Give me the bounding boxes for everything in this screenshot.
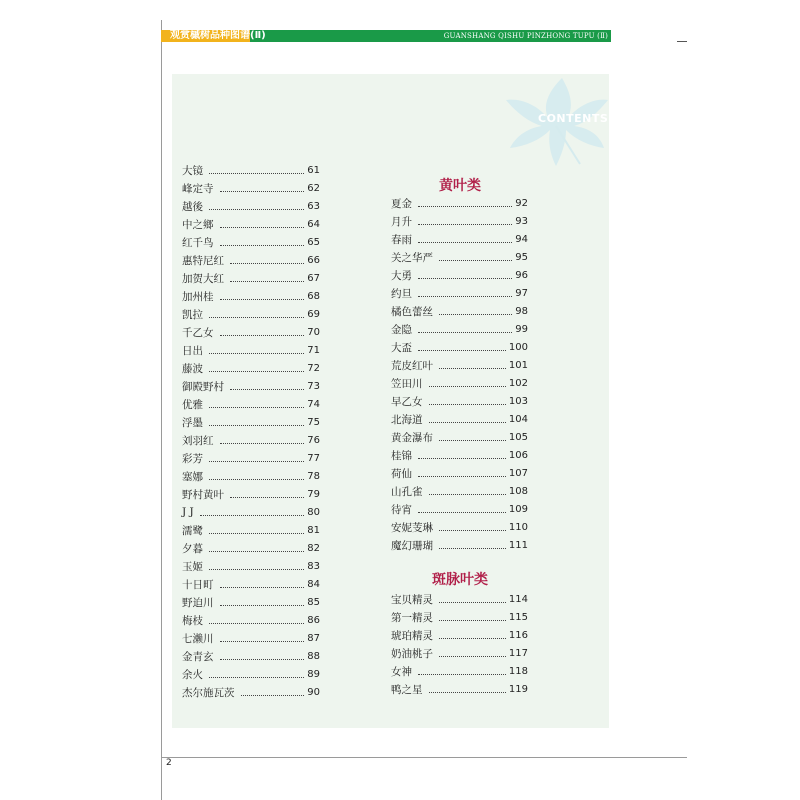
toc-entry-page: 72 bbox=[307, 362, 320, 374]
toc-entry-page: 88 bbox=[307, 650, 320, 662]
toc-entry-page: 118 bbox=[508, 665, 528, 677]
toc-entry-page: 84 bbox=[307, 578, 320, 590]
toc-entry[interactable] bbox=[391, 626, 528, 644]
toc-entry-page: 99 bbox=[515, 323, 528, 335]
toc-entry[interactable] bbox=[391, 284, 528, 302]
toc-entry-page: 111 bbox=[508, 539, 528, 551]
toc-entry[interactable] bbox=[182, 341, 320, 359]
toc-entry-name: 野迫川 bbox=[182, 596, 214, 609]
toc-entry[interactable] bbox=[182, 431, 320, 449]
toc-leader-dots bbox=[220, 220, 305, 228]
toc-leader-dots bbox=[429, 379, 506, 387]
toc-leader-dots bbox=[209, 454, 304, 462]
toc-leader-dots bbox=[209, 202, 304, 210]
toc-entry[interactable] bbox=[391, 428, 528, 446]
toc-leader-dots bbox=[209, 544, 304, 552]
toc-entry-name: 十日町 bbox=[182, 578, 214, 591]
toc-leader-dots bbox=[439, 523, 506, 531]
toc-leader-dots bbox=[209, 526, 304, 534]
toc-entry[interactable] bbox=[182, 287, 320, 305]
toc-entry-name: 魔幻珊瑚 bbox=[391, 539, 433, 552]
toc-entry-name: 大盃 bbox=[391, 341, 412, 354]
toc-leader-dots bbox=[209, 472, 304, 480]
toc-entry-name: 御殿野村 bbox=[182, 380, 224, 393]
toc-entry-name: 杰尔施瓦茨 bbox=[182, 686, 235, 699]
toc-entry-page: 81 bbox=[307, 524, 320, 536]
toc-entry[interactable] bbox=[391, 608, 528, 626]
toc-entry-name: 塞娜 bbox=[182, 470, 203, 483]
toc-entry-page: 114 bbox=[508, 593, 528, 605]
toc-entry[interactable] bbox=[391, 266, 528, 284]
toc-entry-page: 82 bbox=[307, 542, 320, 554]
toc-leader-dots bbox=[429, 487, 506, 495]
toc-entry-name: 野村黄叶 bbox=[182, 488, 224, 501]
toc-entry-page: 70 bbox=[307, 326, 320, 338]
toc-entry-name: 春雨 bbox=[391, 233, 412, 246]
toc-entry-page: 78 bbox=[307, 470, 320, 482]
toc-leader-dots bbox=[209, 562, 304, 570]
toc-leader-dots bbox=[220, 184, 305, 192]
section-title-variegated: 斑脉叶类 bbox=[432, 572, 488, 588]
toc-leader-dots bbox=[209, 346, 304, 354]
toc-entry-name: 大镜 bbox=[182, 164, 203, 177]
toc-leader-dots bbox=[439, 649, 506, 657]
toc-entry[interactable] bbox=[391, 446, 528, 464]
toc-entry-page: 89 bbox=[307, 668, 320, 680]
toc-entry-page: 106 bbox=[508, 449, 528, 461]
toc-leader-dots bbox=[209, 310, 304, 318]
toc-entry-name: 千乙女 bbox=[182, 326, 214, 339]
toc-entry-name: 桂锦 bbox=[391, 449, 412, 462]
toc-entry[interactable] bbox=[182, 557, 320, 575]
toc-leader-dots bbox=[429, 397, 506, 405]
toc-entry-page: 68 bbox=[307, 290, 320, 302]
toc-entry-name: 宝贝精灵 bbox=[391, 593, 433, 606]
toc-entry-page: 92 bbox=[515, 197, 528, 209]
toc-entry-name: 中之鄉 bbox=[182, 218, 214, 231]
toc-entry[interactable] bbox=[182, 161, 320, 179]
toc-entry-name: 山孔雀 bbox=[391, 485, 423, 498]
toc-leader-dots bbox=[209, 400, 304, 408]
toc-leader-dots bbox=[209, 418, 304, 426]
toc-leader-dots bbox=[418, 451, 506, 459]
toc-entry[interactable] bbox=[182, 575, 320, 593]
toc-leader-dots bbox=[439, 307, 512, 315]
toc-entry-name: 红千鸟 bbox=[182, 236, 214, 249]
toc-entry-name: 安妮芰琳 bbox=[391, 521, 433, 534]
toc-entry-page: 76 bbox=[307, 434, 320, 446]
toc-entry-name: 金隐 bbox=[391, 323, 412, 336]
toc-leader-dots bbox=[429, 415, 506, 423]
toc-entry-page: 117 bbox=[508, 647, 528, 659]
toc-entry[interactable] bbox=[391, 518, 528, 536]
toc-leader-dots bbox=[220, 652, 305, 660]
toc-entry-page: 107 bbox=[508, 467, 528, 479]
toc-entry-page: 73 bbox=[307, 380, 320, 392]
toc-entry[interactable] bbox=[182, 449, 320, 467]
toc-entry-page: 67 bbox=[307, 272, 320, 284]
toc-entry-name: 荒皮红叶 bbox=[391, 359, 433, 372]
toc-entry-page: 103 bbox=[508, 395, 528, 407]
toc-entry-page: 63 bbox=[307, 200, 320, 212]
toc-leader-dots bbox=[220, 436, 305, 444]
toc-entry-name: 鸭之星 bbox=[391, 683, 423, 696]
toc-leader-dots bbox=[439, 613, 506, 621]
toc-leader-dots bbox=[439, 631, 506, 639]
toc-entry-name: 峰定寺 bbox=[182, 182, 214, 195]
toc-entry[interactable] bbox=[182, 323, 320, 341]
toc-leader-dots bbox=[418, 343, 506, 351]
toc-entry[interactable] bbox=[391, 590, 528, 608]
toc-entry-name: 夏金 bbox=[391, 197, 412, 210]
toc-entry-name: 濡鹭 bbox=[182, 524, 203, 537]
toc-entry-page: 74 bbox=[307, 398, 320, 410]
header-book-title: 观赏槭树品种图谱(Ⅱ) bbox=[170, 30, 266, 41]
toc-entry[interactable] bbox=[182, 197, 320, 215]
toc-entry-page: 86 bbox=[307, 614, 320, 626]
toc-entry-name: 彩芳 bbox=[182, 452, 203, 465]
toc-entry[interactable] bbox=[391, 248, 528, 266]
toc-leader-dots bbox=[418, 505, 506, 513]
toc-entry-page: 64 bbox=[307, 218, 320, 230]
toc-leader-dots bbox=[418, 235, 512, 243]
toc-entry-name: 凯拉 bbox=[182, 308, 203, 321]
toc-entry-name: 奶油桃子 bbox=[391, 647, 433, 660]
toc-leader-dots bbox=[241, 688, 305, 696]
toc-entry-page: 119 bbox=[508, 683, 528, 695]
toc-entry-name: 加州桂 bbox=[182, 290, 214, 303]
toc-leader-dots bbox=[418, 199, 512, 207]
toc-entry[interactable] bbox=[182, 467, 320, 485]
toc-entry[interactable] bbox=[182, 413, 320, 431]
toc-entry-name: 荷仙 bbox=[391, 467, 412, 480]
toc-entry-name: 梅枝 bbox=[182, 614, 203, 627]
toc-entry-name: 加贺大红 bbox=[182, 272, 224, 285]
toc-leader-dots bbox=[230, 256, 304, 264]
toc-entry[interactable] bbox=[182, 647, 320, 665]
toc-entry[interactable] bbox=[182, 269, 320, 287]
toc-entry[interactable] bbox=[391, 680, 528, 698]
toc-entry-name: 第一精灵 bbox=[391, 611, 433, 624]
toc-entry-page: 101 bbox=[508, 359, 528, 371]
page-margin-line bbox=[161, 20, 162, 800]
toc-entry[interactable] bbox=[182, 521, 320, 539]
toc-entry[interactable] bbox=[182, 377, 320, 395]
toc-entry-page: 100 bbox=[508, 341, 528, 353]
toc-entry-name: 日出 bbox=[182, 344, 203, 357]
toc-entry-name: 大勇 bbox=[391, 269, 412, 282]
toc-entry-page: 83 bbox=[307, 560, 320, 572]
toc-entry-page: 93 bbox=[515, 215, 528, 227]
toc-leader-dots bbox=[230, 274, 304, 282]
toc-entry-page: 116 bbox=[508, 629, 528, 641]
toc-leader-dots bbox=[220, 292, 305, 300]
toc-entry-name: 越後 bbox=[182, 200, 203, 213]
toc-entry[interactable] bbox=[391, 302, 528, 320]
toc-leader-dots bbox=[209, 364, 304, 372]
toc-entry[interactable] bbox=[182, 251, 320, 269]
toc-entry[interactable] bbox=[391, 230, 528, 248]
toc-leader-dots bbox=[220, 580, 305, 588]
toc-entry-name: 金青玄 bbox=[182, 650, 214, 663]
toc-entry-page: 85 bbox=[307, 596, 320, 608]
toc-entry[interactable] bbox=[391, 320, 528, 338]
toc-entry-page: 69 bbox=[307, 308, 320, 320]
toc-entry-name: 月升 bbox=[391, 215, 412, 228]
toc-leader-dots bbox=[230, 490, 304, 498]
toc-entry-name: 待宵 bbox=[391, 503, 412, 516]
toc-leader-dots bbox=[230, 382, 304, 390]
toc-entry-name: 刘羽红 bbox=[182, 434, 214, 447]
toc-entry[interactable] bbox=[391, 392, 528, 410]
toc-entry-name: 北海道 bbox=[391, 413, 423, 426]
toc-leader-dots bbox=[418, 667, 506, 675]
footer-line bbox=[161, 757, 687, 758]
toc-entry[interactable] bbox=[182, 539, 320, 557]
toc-entry-name: 藤波 bbox=[182, 362, 203, 375]
toc-entry[interactable] bbox=[182, 593, 320, 611]
toc-entry[interactable] bbox=[391, 500, 528, 518]
toc-entry-name: 关之华严 bbox=[391, 251, 433, 264]
toc-leader-dots bbox=[418, 325, 512, 333]
toc-entry[interactable] bbox=[182, 629, 320, 647]
page-number: 2 bbox=[166, 758, 172, 768]
toc-leader-dots bbox=[439, 433, 506, 441]
toc-leader-dots bbox=[439, 541, 506, 549]
toc-entry-name: 优雅 bbox=[182, 398, 203, 411]
toc-entry-page: 98 bbox=[515, 305, 528, 317]
toc-entry-page: 77 bbox=[307, 452, 320, 464]
toc-entry-name: 夕暮 bbox=[182, 542, 203, 555]
toc-leader-dots bbox=[220, 598, 305, 606]
toc-entry-page: 110 bbox=[508, 521, 528, 533]
toc-entry-page: 104 bbox=[508, 413, 528, 425]
toc-entry[interactable] bbox=[391, 464, 528, 482]
toc-leader-dots bbox=[220, 328, 305, 336]
toc-entry-page: 90 bbox=[307, 686, 320, 698]
toc-entry-page: 105 bbox=[508, 431, 528, 443]
toc-leader-dots bbox=[418, 271, 512, 279]
toc-entry-page: 102 bbox=[508, 377, 528, 389]
toc-leader-dots bbox=[209, 670, 304, 678]
toc-entry[interactable] bbox=[391, 644, 528, 662]
toc-entry-name: J J bbox=[182, 506, 194, 518]
toc-leader-dots bbox=[220, 238, 305, 246]
toc-entry-page: 109 bbox=[508, 503, 528, 515]
contents-list-red bbox=[182, 161, 320, 701]
toc-entry-page: 71 bbox=[307, 344, 320, 356]
toc-entry[interactable] bbox=[391, 374, 528, 392]
toc-entry-page: 80 bbox=[307, 506, 320, 518]
toc-leader-dots bbox=[220, 634, 305, 642]
toc-entry[interactable] bbox=[182, 611, 320, 629]
toc-entry[interactable] bbox=[391, 536, 528, 554]
toc-entry[interactable] bbox=[182, 215, 320, 233]
toc-entry[interactable] bbox=[182, 665, 320, 683]
contents-list-variegated bbox=[391, 590, 528, 698]
toc-entry-page: 94 bbox=[515, 233, 528, 245]
toc-entry[interactable] bbox=[182, 179, 320, 197]
toc-entry-name: 黄金瀑布 bbox=[391, 431, 433, 444]
toc-entry-page: 87 bbox=[307, 632, 320, 644]
toc-entry[interactable] bbox=[391, 410, 528, 428]
toc-leader-dots bbox=[418, 217, 512, 225]
toc-entry-page: 66 bbox=[307, 254, 320, 266]
toc-entry[interactable] bbox=[182, 485, 320, 503]
toc-leader-dots bbox=[209, 616, 304, 624]
toc-entry[interactable] bbox=[182, 305, 320, 323]
toc-entry-name: 浮墨 bbox=[182, 416, 203, 429]
toc-entry-page: 95 bbox=[515, 251, 528, 263]
toc-entry-name: 余火 bbox=[182, 668, 203, 681]
toc-leader-dots bbox=[209, 166, 304, 174]
toc-entry-page: 79 bbox=[307, 488, 320, 500]
toc-leader-dots bbox=[439, 595, 506, 603]
toc-entry-name: 早乙女 bbox=[391, 395, 423, 408]
toc-leader-dots bbox=[429, 685, 506, 693]
toc-entry-page: 96 bbox=[515, 269, 528, 281]
toc-leader-dots bbox=[439, 253, 512, 261]
toc-entry-page: 75 bbox=[307, 416, 320, 428]
toc-leader-dots bbox=[439, 361, 506, 369]
toc-entry-name: 约旦 bbox=[391, 287, 412, 300]
toc-entry-page: 108 bbox=[508, 485, 528, 497]
toc-entry-page: 97 bbox=[515, 287, 528, 299]
toc-entry[interactable] bbox=[182, 359, 320, 377]
toc-entry[interactable] bbox=[391, 662, 528, 680]
toc-leader-dots bbox=[418, 289, 512, 297]
corner-mark bbox=[677, 41, 687, 42]
toc-entry[interactable] bbox=[391, 482, 528, 500]
toc-entry-name: 笠田川 bbox=[391, 377, 423, 390]
toc-entry[interactable] bbox=[182, 683, 320, 701]
toc-entry[interactable] bbox=[391, 356, 528, 374]
toc-entry[interactable] bbox=[182, 233, 320, 251]
header-pinyin-title: GUANSHANG QISHU PINZHONG TUPU (Ⅱ) bbox=[443, 32, 608, 40]
toc-leader-dots bbox=[200, 508, 305, 516]
toc-entry-page: 62 bbox=[307, 182, 320, 194]
contents-label: CONTENTS bbox=[538, 112, 609, 125]
toc-entry-name: 女神 bbox=[391, 665, 412, 678]
toc-entry[interactable] bbox=[182, 395, 320, 413]
toc-entry-page: 65 bbox=[307, 236, 320, 248]
toc-entry[interactable] bbox=[182, 503, 320, 521]
toc-entry[interactable] bbox=[391, 212, 528, 230]
toc-entry-page: 61 bbox=[307, 164, 320, 176]
toc-entry[interactable] bbox=[391, 338, 528, 356]
section-title-yellow-leaf: 黄叶类 bbox=[439, 178, 481, 194]
toc-entry-page: 115 bbox=[508, 611, 528, 623]
toc-entry-name: 玉姬 bbox=[182, 560, 203, 573]
contents-list-yellow bbox=[391, 194, 528, 554]
toc-leader-dots bbox=[418, 469, 506, 477]
toc-entry-name: 惠特尼红 bbox=[182, 254, 224, 267]
toc-entry-name: 琥珀精灵 bbox=[391, 629, 433, 642]
toc-entry[interactable] bbox=[391, 194, 528, 212]
toc-entry-name: 橘色蕾丝 bbox=[391, 305, 433, 318]
toc-entry-name: 七濑川 bbox=[182, 632, 214, 645]
